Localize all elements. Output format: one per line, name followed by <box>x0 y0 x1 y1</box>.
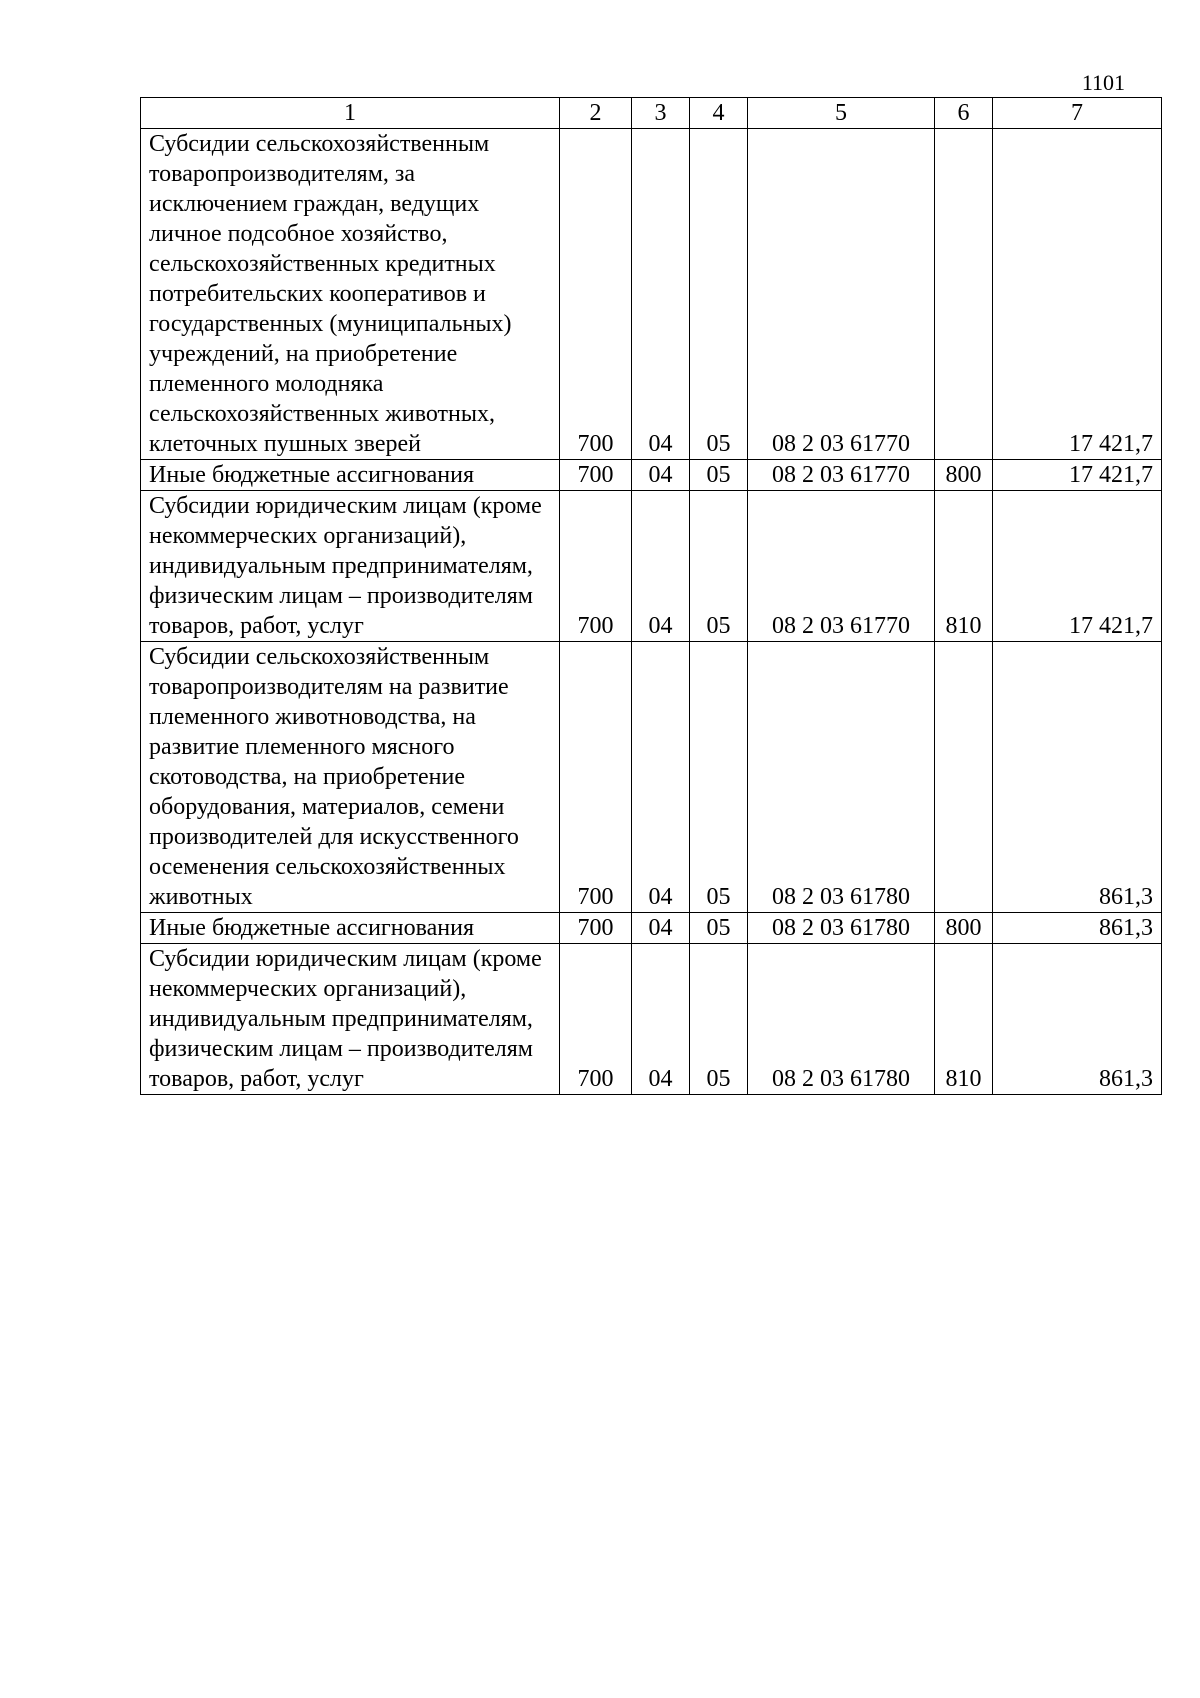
row-description: Субсидии сельскохозяйственным товаропроизводителям на развитие племенного животноводства, на развитие племенного мясного скотоводства, на приобретение оборудования, материалов, семени производителей для искусственного осеменения сельскохозяйственных животных <box>141 642 560 913</box>
table-row <box>141 491 1162 642</box>
row-col2: 700 <box>560 491 632 642</box>
row-col7: 861,3 <box>993 913 1162 944</box>
table-row <box>141 129 1162 460</box>
table-row <box>141 944 1162 1095</box>
row-col7: 17 421,7 <box>993 491 1162 642</box>
row-col3: 04 <box>632 129 690 460</box>
row-description: Субсидии юридическим лицам (кроме некоммерческих организаций), индивидуальным предпринимателям, физическим лицам – производителям товаров, работ, услуг <box>141 944 560 1095</box>
row-col6 <box>935 642 993 913</box>
row-col2: 700 <box>560 460 632 491</box>
row-col2: 700 <box>560 642 632 913</box>
row-col2: 700 <box>560 944 632 1095</box>
row-col2: 700 <box>560 129 632 460</box>
header-cell-6: 6 <box>935 98 993 129</box>
row-col3: 04 <box>632 460 690 491</box>
header-cell-2: 2 <box>560 98 632 129</box>
row-col4: 05 <box>690 944 748 1095</box>
row-col5: 08 2 03 61780 <box>748 913 935 944</box>
row-col7: 861,3 <box>993 944 1162 1095</box>
row-description: Субсидии юридическим лицам (кроме некоммерческих организаций), индивидуальным предпринимателям, физическим лицам – производителям товаров, работ, услуг <box>141 491 560 642</box>
row-col7: 861,3 <box>993 642 1162 913</box>
row-col3: 04 <box>632 491 690 642</box>
row-col6: 800 <box>935 460 993 491</box>
page-number: 1101 <box>1081 70 1125 95</box>
row-col4: 05 <box>690 129 748 460</box>
header-cell-3: 3 <box>632 98 690 129</box>
row-col4: 05 <box>690 913 748 944</box>
row-col5: 08 2 03 61780 <box>748 944 935 1095</box>
header-row <box>141 98 1162 129</box>
row-col3: 04 <box>632 913 690 944</box>
row-col5: 08 2 03 61780 <box>748 642 935 913</box>
row-col4: 05 <box>690 642 748 913</box>
row-col6 <box>935 129 993 460</box>
row-col4: 05 <box>690 491 748 642</box>
header-cell-7: 7 <box>993 98 1162 129</box>
table-row <box>141 642 1162 913</box>
budget-table <box>140 97 1162 1095</box>
row-col3: 04 <box>632 642 690 913</box>
row-col5: 08 2 03 61770 <box>748 460 935 491</box>
row-col3: 04 <box>632 944 690 1095</box>
row-col6: 800 <box>935 913 993 944</box>
row-description: Иные бюджетные ассигнования <box>141 913 560 944</box>
row-col7: 17 421,7 <box>993 129 1162 460</box>
table-row <box>141 460 1162 491</box>
header-cell-1: 1 <box>141 98 560 129</box>
table-row <box>141 913 1162 944</box>
row-col4: 05 <box>690 460 748 491</box>
row-col6: 810 <box>935 491 993 642</box>
row-col5: 08 2 03 61770 <box>748 491 935 642</box>
row-col2: 700 <box>560 913 632 944</box>
row-col6: 810 <box>935 944 993 1095</box>
row-description: Субсидии сельскохозяйственным товаропроизводителям, за исключением граждан, ведущих личное подсобное хозяйство, сельскохозяйственных кредитных потребительских кооперативов и государственных (муниципальных) учреждений, на приобретение племенного молодняка сельскохозяйственных животных, клеточных пушных зверей <box>141 129 560 460</box>
header-cell-5: 5 <box>748 98 935 129</box>
row-col5: 08 2 03 61770 <box>748 129 935 460</box>
row-col7: 17 421,7 <box>993 460 1162 491</box>
header-cell-4: 4 <box>690 98 748 129</box>
row-description: Иные бюджетные ассигнования <box>141 460 560 491</box>
